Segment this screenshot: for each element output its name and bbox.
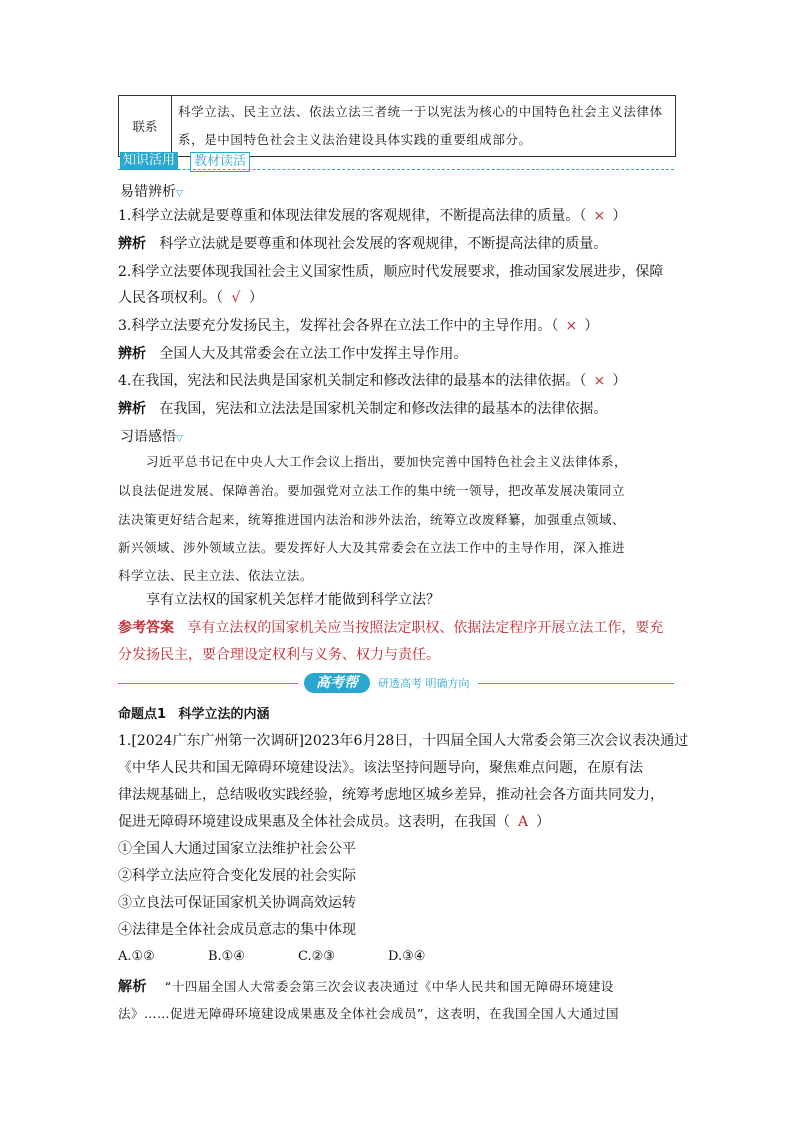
tag-knowledge: 知识活用	[120, 152, 178, 170]
choice-a: A.①②	[118, 949, 155, 964]
option: ③立良法可保证国家机关协调高效运转	[118, 895, 356, 911]
answer-line2: 分发扬民主，要合理设定权利与义务、权力与责任。	[118, 647, 440, 663]
question-line: 《中华人民共和国无障碍环境建设法》。该法坚持问题导向，聚焦难点问题，在原有法	[118, 760, 643, 776]
option: ④法律是全体社会成员意志的集中体现	[118, 922, 356, 938]
tag-textbook: 教材读活	[190, 152, 250, 172]
question-line-last: 促进无障碍环境建设成果惠及全体社会成员。这表明，在我国（ A ）	[118, 814, 550, 830]
mark-wrong: ×	[593, 373, 606, 389]
quote-line: 科学立法、民主立法、依法立法。	[118, 568, 314, 583]
choices-row	[118, 947, 425, 967]
mark-wrong: ×	[593, 208, 606, 224]
question-line: 律法规基础上，总结吸收实践经验，统筹考虑地区城乡差异，推动社会各方面共同发力，	[118, 787, 664, 803]
item-4: 4.在我国，宪法和民法典是国家机关制定和修改法律的最基本的法律依据。（ × ）	[118, 373, 627, 389]
quote-line: 法决策更好结合起来，统筹推进国内法治和涉外法治，统筹立改废释纂，加强重点领域、	[118, 512, 626, 527]
option: ②科学立法应符合变化发展的社会实际	[118, 868, 356, 884]
solution-line2: 法》……促进无障碍环境建设成果惠及全体社会成员”，这表明，在我国全国人大通过国	[118, 1006, 619, 1021]
section-title-quote: 习语感悟▽	[120, 429, 183, 445]
analysis-3: 辨析 全国人大及其常委会在立法工作中发挥主导作用。	[118, 346, 468, 362]
option: ①全国人大通过国家立法维护社会公平	[118, 841, 356, 857]
choice-c: C.②③	[298, 949, 335, 964]
choice-d: D.③④	[388, 949, 426, 964]
quote-line: 新兴领域、涉外领域立法。要发挥好人大及其常委会在立法工作中的主导作用，深入推进	[118, 540, 626, 555]
item-2-line2: 人民各项权利。（ √ ）	[118, 290, 263, 306]
quote-line: 习近平总书记在中央人大工作会议上指出，要加快完善中国特色社会主义法律体系，	[146, 454, 628, 469]
divider	[118, 169, 674, 170]
analysis-4: 辨析 在我国，宪法和立法法是国家机关制定和修改法律的最基本的法律依据。	[118, 401, 608, 417]
question: 享有立法权的国家机关怎样才能做到科学立法？	[146, 592, 440, 608]
answer-mark: A	[517, 814, 529, 830]
item-1: 1.科学立法就是要尊重和体现法律发展的客观规律，不断提高法律的质量。（ × ）	[118, 208, 627, 224]
item-2-line1: 2.科学立法要体现我国社会主义国家性质，顺应时代发展要求，推动国家发展进步，保障	[118, 264, 664, 280]
topic-point: 命题点1 科学立法的内涵	[118, 707, 270, 722]
solution-line1: 解析 “十四届全国人大常委会第三次会议表决通过《中华人民共和国无障碍环境建设	[118, 979, 614, 995]
quote-line: 以良法促进发展、保障善治。要加强党对立法工作的集中统一领导，把改革发展决策同立	[118, 483, 626, 498]
gaokao-banner	[118, 673, 674, 695]
mark-right: √	[231, 290, 241, 306]
relation-table	[118, 95, 676, 157]
analysis-1: 辨析 科学立法就是要尊重和体现社会发展的客观规律，不断提高法律的质量。	[118, 236, 608, 252]
item-3: 3.科学立法要充分发扬民主，发挥社会各界在立法工作中的主导作用。（ × ）	[118, 318, 599, 334]
table-key: 联系	[119, 96, 172, 157]
question-line: 1.[2024广东广州第一次调研]2023年6月28日，十四届全国人大常委会第三次会议表决通过	[118, 733, 689, 749]
table-value: 科学立法、民主立法、依法立法三者统一于以宪法为核心的中国特色社会主义法律体系，是中国特色社会主义法治建设具体实践的重要组成部分。	[172, 96, 676, 157]
choice-b: B.①④	[208, 949, 245, 964]
answer-line1: 参考答案 享有立法权的国家机关应当按照法定职权、依据法定程序开展立法工作，要充	[118, 620, 664, 636]
banner-subtitle: 研透高考 明确方向	[378, 677, 470, 690]
banner-badge: 高考帮	[304, 673, 370, 693]
mark-wrong: ×	[565, 318, 578, 334]
section-title-errors: 易错辨析▽	[120, 184, 183, 200]
